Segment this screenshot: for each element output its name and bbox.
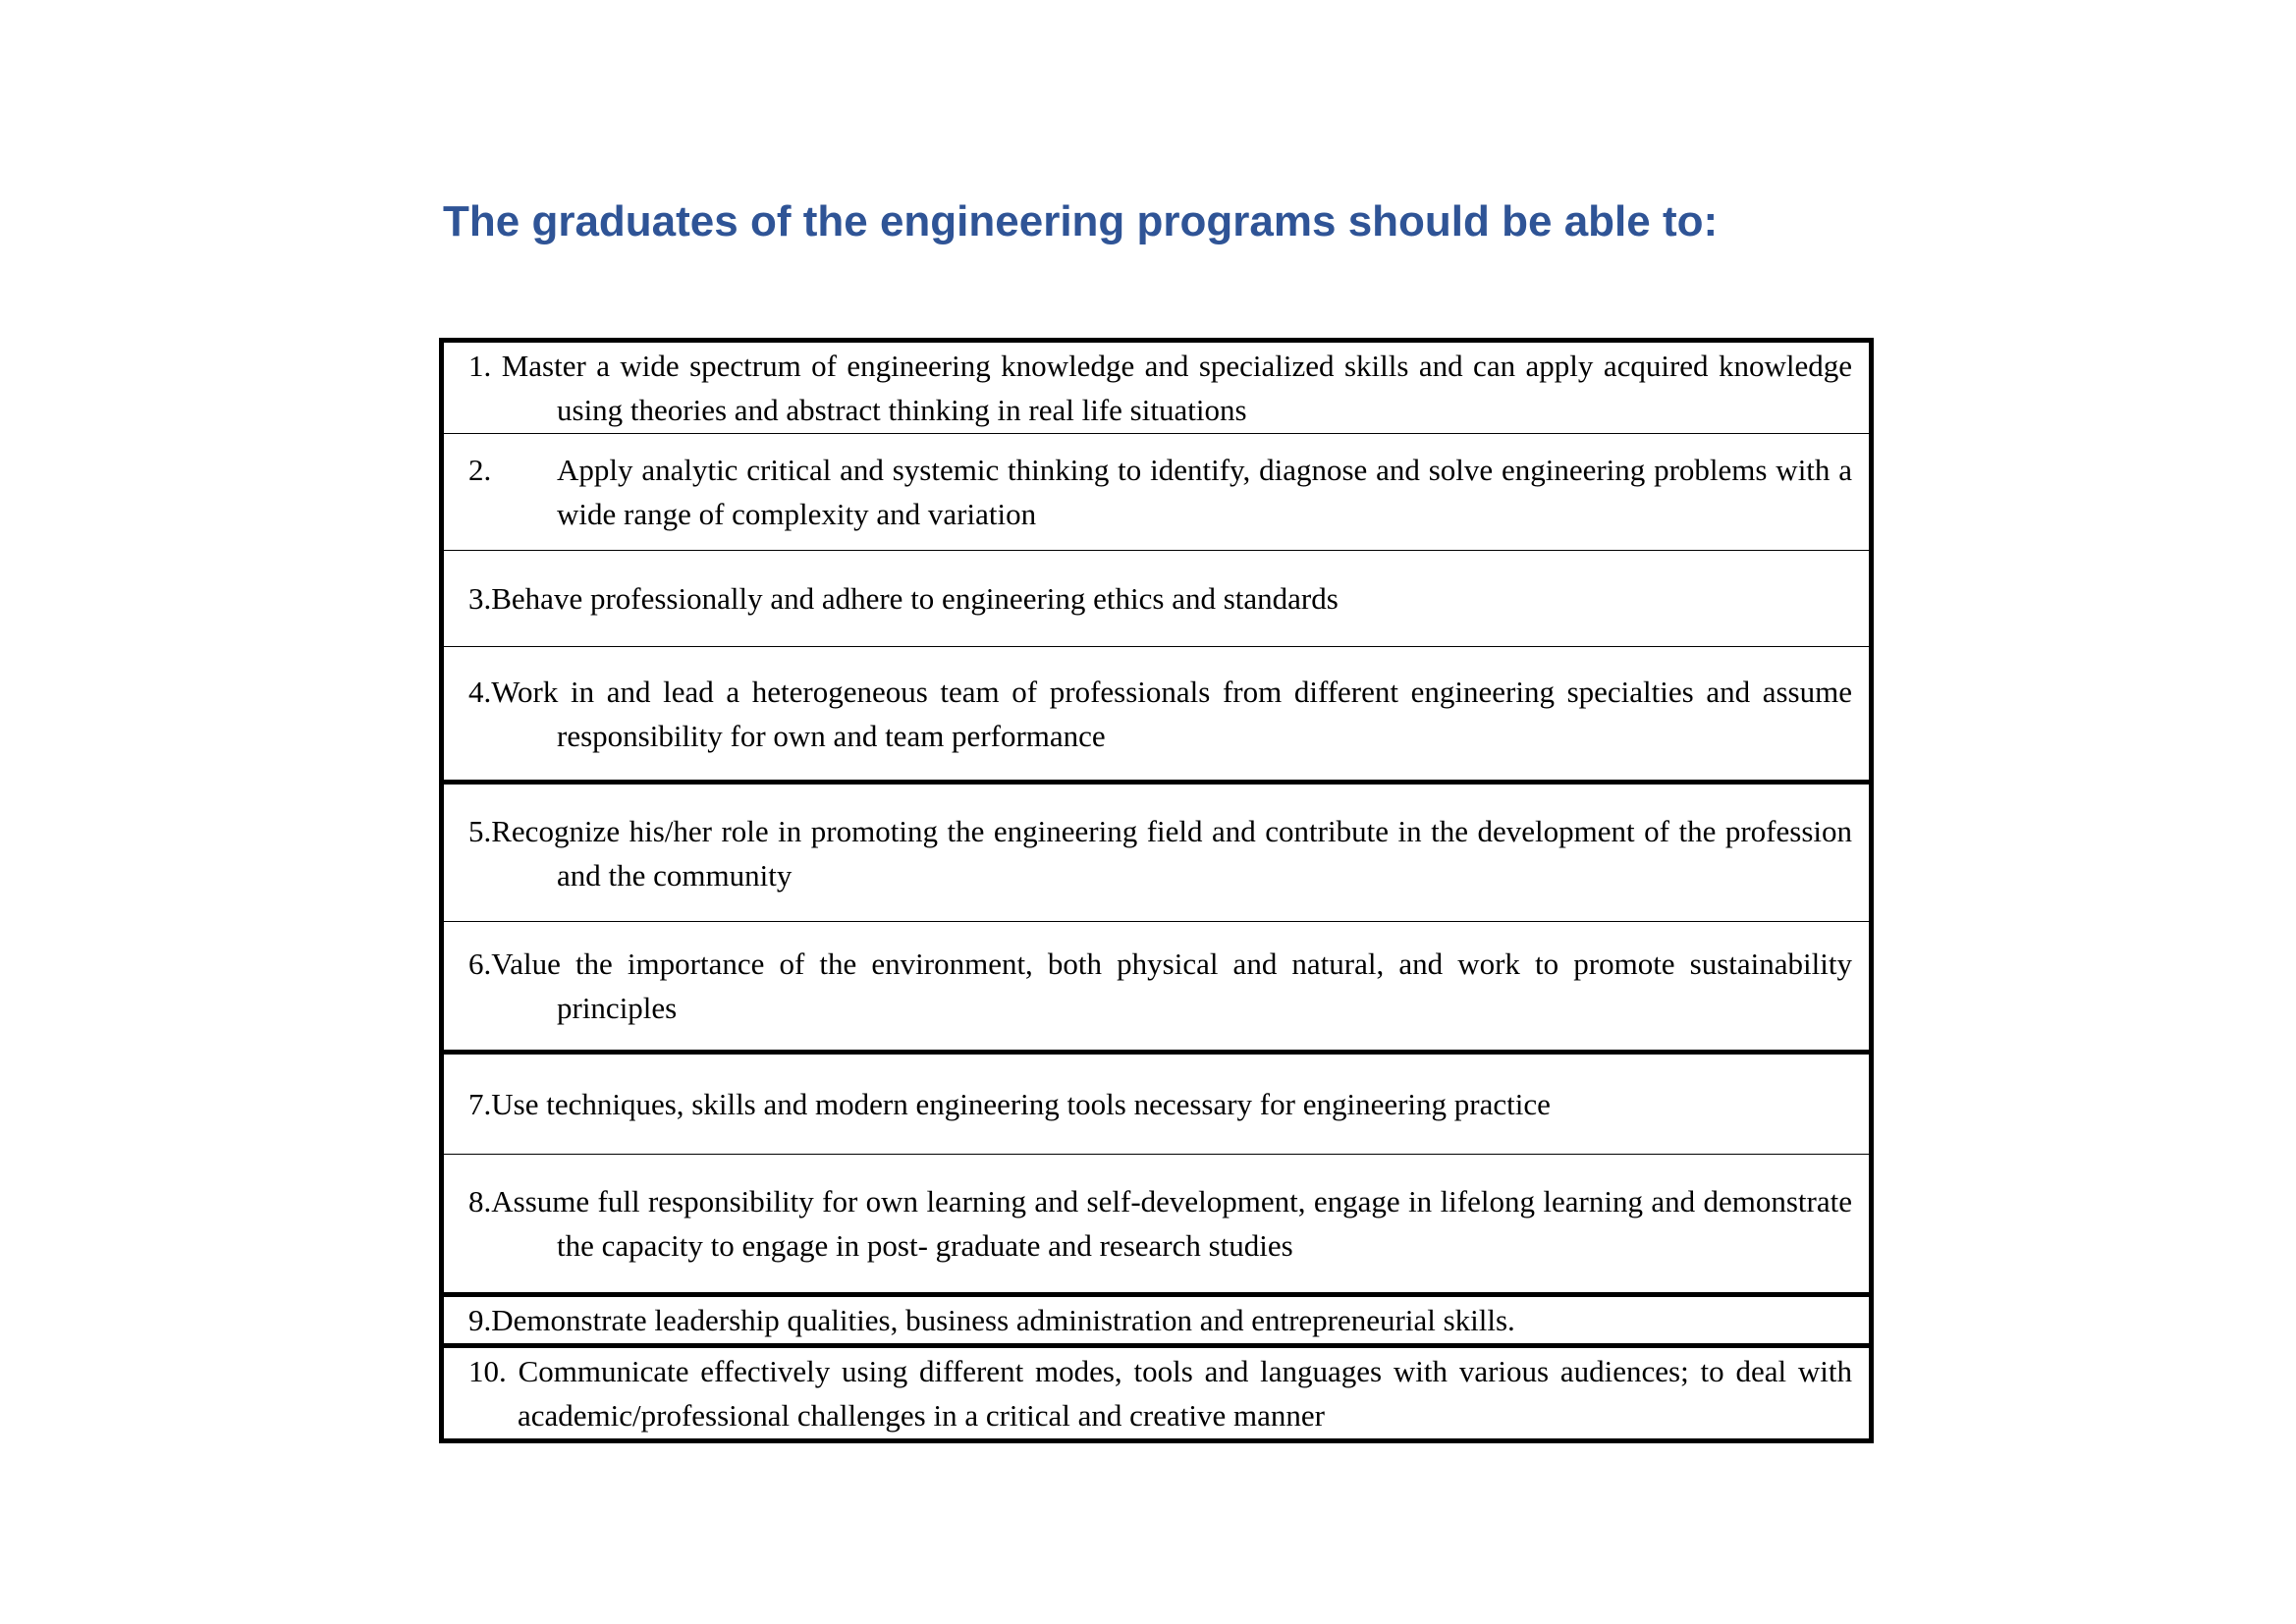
outcome-label-1: Master a wide spectrum of engineering knowledge and specialized skills and can apply acquired knowledge using theories and abstract thinking in real life situations bbox=[501, 349, 1852, 427]
outcome-row-7 bbox=[444, 1055, 1869, 1155]
outcome-label-3: Behave professionally and adhere to engineering ethics and standards bbox=[491, 581, 1339, 616]
outcome-label-2: Apply analytic critical and systemic thinking to identify, diagnose and solve engineering problems with a wide range of complexity and variation bbox=[557, 453, 1852, 531]
outcome-number-7: 7. bbox=[468, 1087, 492, 1121]
outcome-text-1 bbox=[468, 344, 1852, 432]
outcome-label-8: Assume full responsibility for own learning and self-development, engage in lifelong learning and demonstrate the capacity to engage in post- graduate and research studies bbox=[491, 1184, 1852, 1263]
outcome-number-8: 8. bbox=[468, 1184, 492, 1218]
outcome-label-7: Use techniques, skills and modern engineering tools necessary for engineering practice bbox=[491, 1087, 1551, 1121]
outcome-label-6: Value the importance of the environment, both physical and natural, and work to promote sustainability principles bbox=[491, 947, 1852, 1025]
outcome-text-4 bbox=[468, 670, 1852, 758]
outcome-row-1 bbox=[444, 343, 1869, 434]
outcome-text-8 bbox=[468, 1179, 1852, 1268]
outcome-text-7 bbox=[468, 1082, 1852, 1126]
outcome-number-10: 10. bbox=[468, 1354, 507, 1388]
outcome-text-3 bbox=[468, 576, 1852, 621]
outcome-number-5: 5. bbox=[468, 813, 492, 848]
page-title: The graduates of the engineering programs should be able to: bbox=[443, 197, 1719, 245]
outcome-number-6: 6. bbox=[468, 947, 492, 981]
outcome-label-4: Work in and lead a heterogeneous team of professionals from different engineering specialties and assume responsibility for own and team performance bbox=[491, 674, 1852, 753]
outcome-row-9 bbox=[444, 1297, 1869, 1348]
outcome-row-4 bbox=[444, 647, 1869, 785]
outcome-row-10 bbox=[444, 1348, 1869, 1438]
outcome-number-4: 4. bbox=[468, 674, 492, 709]
outcome-label-10: Communicate effectively using different modes, tools and languages with various audiences; to deal with academic/professional challenges in a critical and creative manner bbox=[518, 1354, 1852, 1433]
outcome-row-5 bbox=[444, 785, 1869, 922]
outcome-label-5: Recognize his/her role in promoting the engineering field and contribute in the development of the profession and the community bbox=[491, 813, 1852, 893]
outcome-number-1: 1. bbox=[468, 349, 492, 383]
outcome-row-6 bbox=[444, 922, 1869, 1055]
outcome-text-9 bbox=[468, 1298, 1852, 1342]
outcome-row-3 bbox=[444, 551, 1869, 647]
outcome-row-8 bbox=[444, 1155, 1869, 1297]
outcome-number-9: 9. bbox=[468, 1303, 492, 1337]
outcome-text-10 bbox=[468, 1349, 1852, 1437]
outcome-label-9: Demonstrate leadership qualities, business administration and entrepreneurial skills. bbox=[491, 1303, 1515, 1337]
outcome-number-2: 2. bbox=[468, 453, 492, 487]
outcomes-table bbox=[439, 338, 1874, 1443]
outcome-text-2 bbox=[468, 448, 1852, 536]
outcome-row-2 bbox=[444, 434, 1869, 551]
outcome-text-5 bbox=[468, 809, 1852, 897]
outcome-number-3: 3. bbox=[468, 581, 492, 616]
outcome-text-6 bbox=[468, 942, 1852, 1030]
